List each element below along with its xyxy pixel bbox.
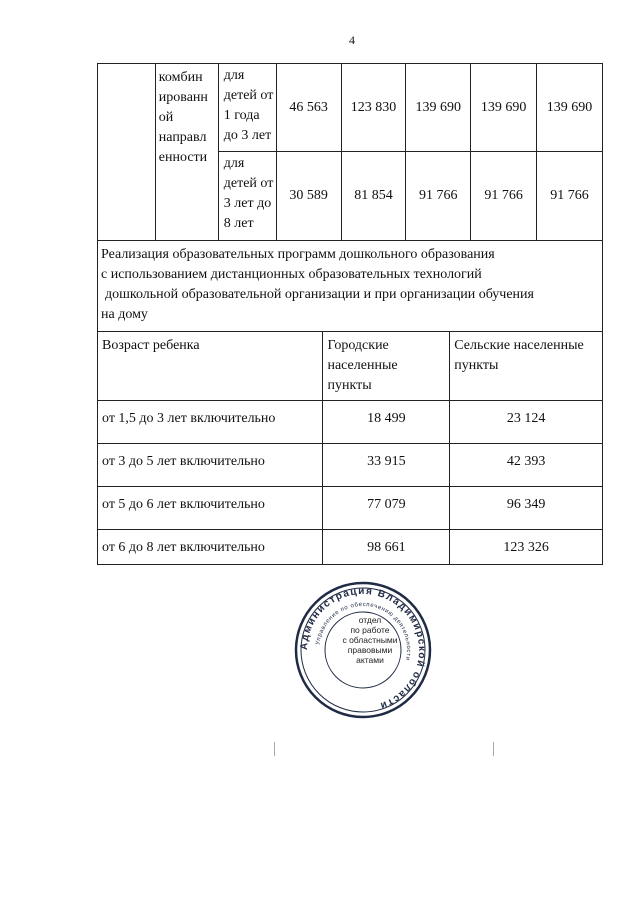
- urban-value-cell: [323, 487, 450, 530]
- category-line: комбин: [158, 70, 203, 85]
- rural-value-cell: [450, 530, 603, 565]
- page-number: 4: [349, 33, 355, 47]
- top-table: [97, 63, 603, 241]
- urban-value: 33 915: [367, 454, 406, 469]
- age-line: 8 лет: [223, 216, 254, 231]
- table-row: [98, 401, 603, 444]
- value-cell: 81 854: [341, 152, 406, 241]
- value-cell: 91 766: [406, 152, 471, 241]
- age-range-text: от 3 до 5 лет включительно: [102, 454, 265, 469]
- rural-value: 23 124: [506, 411, 546, 426]
- age-line: детей от: [223, 176, 274, 191]
- header-line: пункты: [327, 378, 372, 393]
- rural-value: 96 349: [506, 497, 546, 512]
- rural-value-cell: [450, 444, 603, 487]
- header-line: пункты: [454, 358, 499, 373]
- urban-value-cell: [323, 401, 450, 444]
- category-line: енности: [158, 150, 208, 165]
- age-range-text: от 6 до 8 лет включительно: [102, 540, 265, 555]
- seal-line: по работе: [350, 625, 390, 635]
- age-range-cell: [98, 487, 323, 530]
- category-line: ированн: [158, 90, 208, 105]
- heading-line: Реализация образовательных программ дошкольного образования: [101, 247, 495, 262]
- age-range-cell: [98, 401, 323, 444]
- seal-line: правовыми: [347, 645, 393, 655]
- age-group-cell: [218, 152, 276, 241]
- seal-center-text: [330, 615, 410, 665]
- urban-value: 18 499: [367, 411, 406, 426]
- scan-mark: [274, 742, 275, 756]
- age-line: 1 года: [223, 108, 260, 123]
- urban-value-cell: [323, 444, 450, 487]
- header-line: Сельские населенные: [454, 338, 584, 353]
- seal-line: с областными: [342, 635, 398, 645]
- table-row: [98, 487, 603, 530]
- distance-learning-table: [97, 240, 603, 565]
- header-line: Городские: [327, 338, 389, 353]
- urban-value: 98 661: [367, 540, 406, 555]
- column-header-urban: [323, 332, 450, 401]
- age-group-cell: [218, 64, 276, 152]
- rural-value-cell: [450, 487, 603, 530]
- value-cell: 139 690: [537, 64, 603, 152]
- scan-mark: [493, 742, 494, 756]
- column-header-rural: [450, 332, 603, 401]
- urban-value-cell: [323, 530, 450, 565]
- age-line: детей от: [223, 88, 274, 103]
- header-line: населенные: [327, 358, 398, 373]
- value-cell: 46 563: [276, 64, 341, 152]
- age-range-cell: [98, 530, 323, 565]
- seal-outer-text: Администрация Владимирской области: [298, 585, 428, 712]
- table-row: [98, 530, 603, 565]
- seal-line: актами: [356, 655, 384, 665]
- age-line: 3 лет до: [223, 196, 272, 211]
- heading-line: дошкольной образовательной организации и при организации обучения: [105, 287, 534, 302]
- seal-line: отдел: [358, 615, 382, 625]
- age-line: для: [223, 68, 245, 83]
- value-cell: 123 830: [341, 64, 406, 152]
- value-cell: 30 589: [276, 152, 341, 241]
- table-row: [98, 444, 603, 487]
- rural-value: 123 326: [503, 540, 549, 555]
- age-range-cell: [98, 444, 323, 487]
- age-line: до 3 лет: [223, 128, 272, 143]
- category-line: ой: [158, 110, 174, 125]
- empty-cell: [98, 64, 156, 241]
- heading-line: с использованием дистанционных образовательных технологий: [101, 267, 482, 282]
- age-line: для: [223, 156, 245, 171]
- value-cell: 139 690: [406, 64, 471, 152]
- heading-line: на дому: [101, 307, 148, 322]
- seal-inner-text: Управление по обеспечению деятельности: [315, 601, 412, 662]
- category-line: направл: [158, 130, 207, 145]
- age-range-text: от 5 до 6 лет включительно: [102, 497, 265, 512]
- column-header-age: Возраст ребенка: [98, 332, 323, 401]
- value-cell: 91 766: [471, 152, 537, 241]
- value-cell: 139 690: [471, 64, 537, 152]
- rural-value-cell: [450, 401, 603, 444]
- value-cell: 91 766: [537, 152, 603, 241]
- rural-value: 42 393: [506, 454, 546, 469]
- section-heading: [98, 241, 603, 332]
- urban-value: 77 079: [367, 497, 406, 512]
- age-range-text: от 1,5 до 3 лет включительно: [102, 411, 276, 426]
- category-cell: [155, 64, 218, 241]
